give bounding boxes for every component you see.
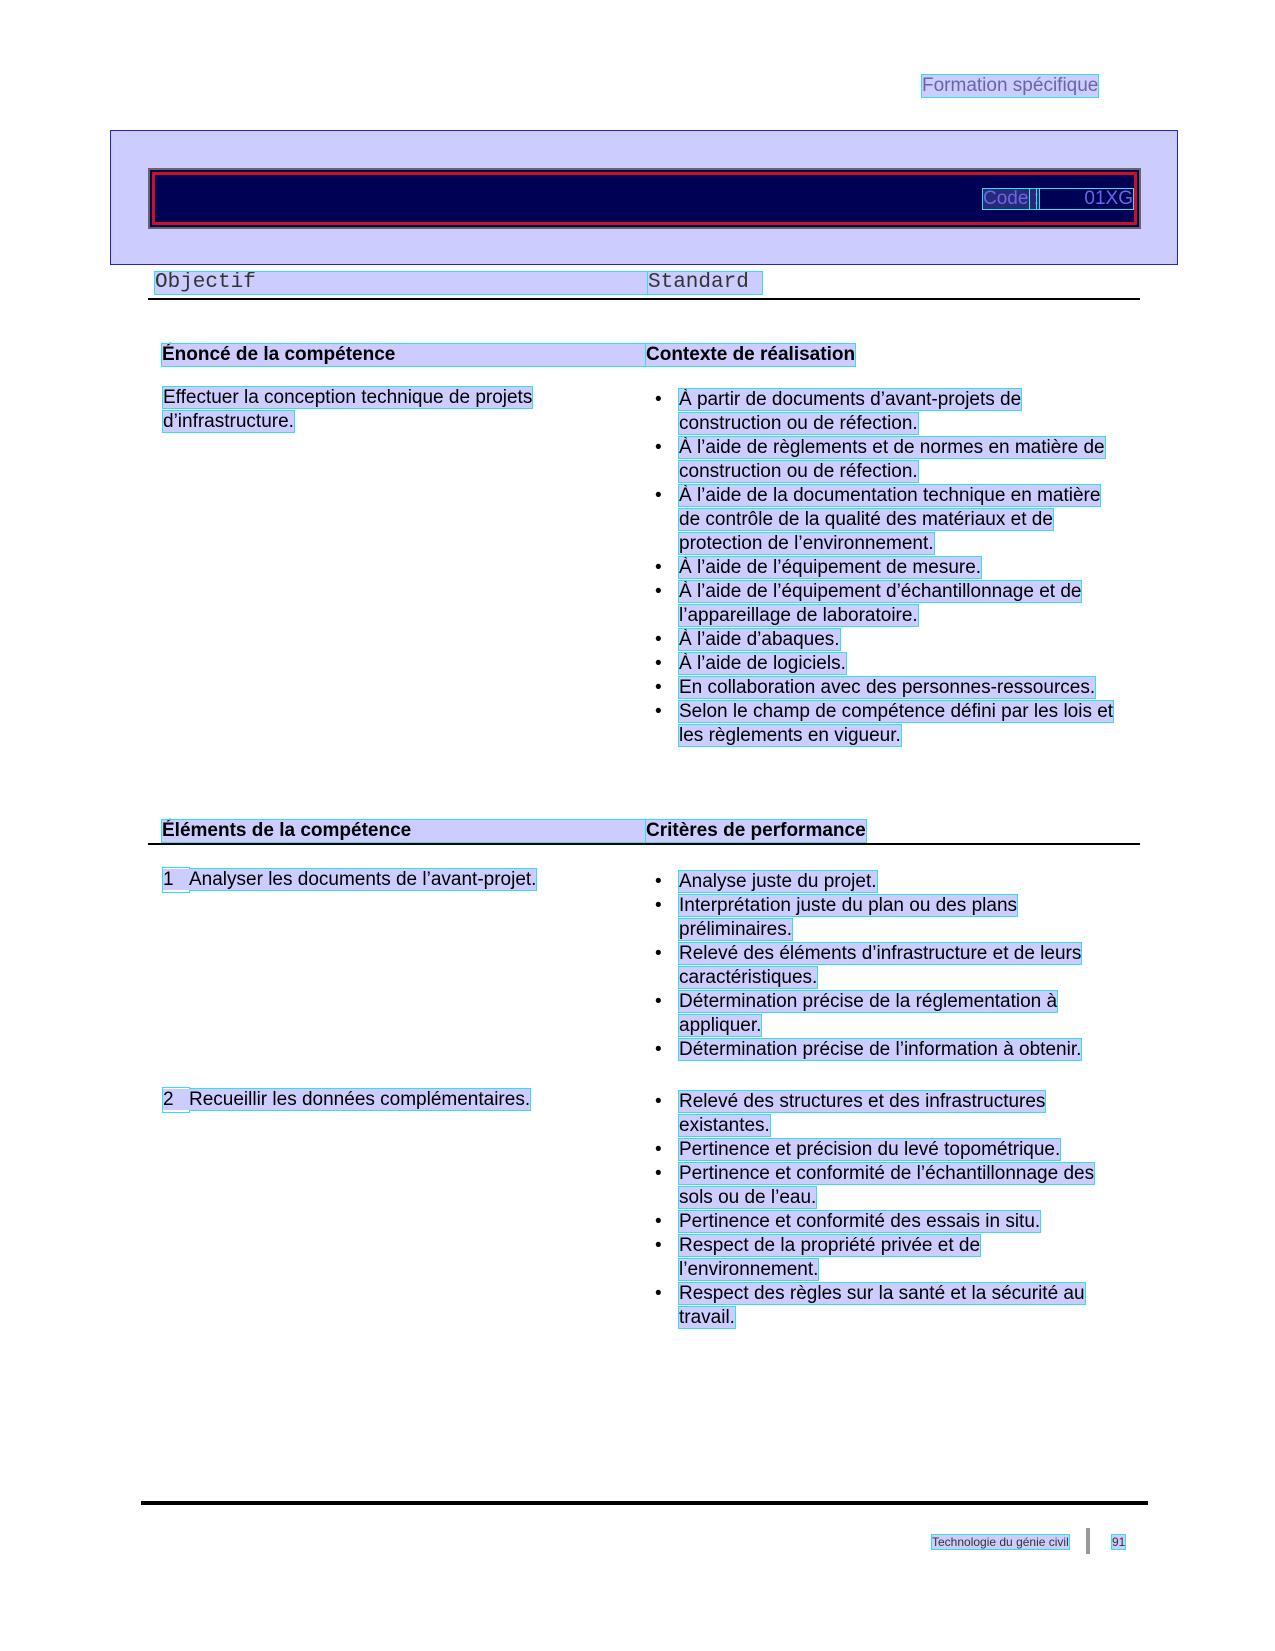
- criteria-item-text: Respect des règles sur la santé et la sécurité au travail.: [679, 1283, 1085, 1328]
- criteria-item-text: Relevé des structures et des infrastructures existantes.: [679, 1091, 1046, 1136]
- criteria-item-text: Respect de la propriété privée et de l’environnement.: [679, 1235, 981, 1280]
- context-header: [646, 344, 855, 366]
- context-list-wrap: [655, 388, 1115, 748]
- criteria-header: [646, 820, 866, 842]
- code-value: 01XG: [1040, 189, 1133, 209]
- elements-rule: [148, 843, 1140, 845]
- criteria-item: [655, 1282, 1115, 1330]
- criteria-list-1-wrap: [655, 870, 1115, 1062]
- element-2-number: 2: [163, 1089, 174, 1110]
- criteria-item-text: Pertinence et conformité de l’échantillonnage des sols ou de l’eau.: [679, 1163, 1095, 1208]
- criteria-item: [655, 870, 1115, 894]
- criteria-item-text: Analyse juste du projet.: [679, 871, 877, 892]
- header-title: Formation spécifique: [922, 75, 1099, 96]
- criteria-item-text: Relevé des éléments d’infrastructure et de leurs caractéristiques.: [679, 943, 1082, 988]
- banner-bar: [148, 168, 1141, 229]
- code-separator: [1030, 189, 1036, 209]
- criteria-header-text: Critères de performance: [646, 820, 866, 841]
- context-item: [655, 556, 1115, 580]
- banner-bar-inner: [152, 172, 1137, 225]
- criteria-list-2-wrap: [655, 1090, 1115, 1330]
- context-item-text: À l’aide de la documentation technique en matière de contrôle de la qualité des matériaux et de protection de l’environnement.: [679, 485, 1101, 554]
- footer-rule: [141, 1501, 1148, 1505]
- element-2-text-wrap: [163, 1089, 530, 1110]
- context-item: [655, 484, 1115, 556]
- context-item-text: À l’aide de règlements et de normes en matière de construction ou de réfection.: [679, 437, 1105, 482]
- criteria-item-text: Pertinence et précision du levé topométrique.: [679, 1139, 1061, 1160]
- context-list: [655, 388, 1115, 748]
- competence-statement-header: [162, 344, 653, 366]
- competence-statement-header-text: Énoncé de la compétence: [162, 344, 396, 365]
- context-item-text: À l’aide de l’équipement de mesure.: [679, 557, 982, 578]
- elements-header: [162, 820, 653, 842]
- context-item-text: À l’aide d’abaques.: [679, 629, 840, 650]
- context-item: [655, 700, 1115, 748]
- criteria-item: [655, 942, 1115, 990]
- context-item-text: À partir de documents d’avant-projets de construction ou de réfection.: [679, 389, 1022, 434]
- context-item-text: À l’aide de l’équipement d’échantillonnage et de l’appareillage de laboratoire.: [679, 581, 1082, 626]
- criteria-item-text: Détermination précise de l’information à obtenir.: [679, 1039, 1082, 1060]
- competence-statement-text: Effectuer la conception technique de projets d’infrastructure.: [163, 387, 533, 432]
- competence-statement: [163, 386, 633, 434]
- criteria-item-text: Détermination précise de la réglementation à appliquer.: [679, 991, 1058, 1036]
- criteria-item: [655, 894, 1115, 942]
- element-2-text: Recueillir les données complémentaires.: [189, 1089, 531, 1110]
- context-item: [655, 628, 1115, 652]
- criteria-list-1: [655, 870, 1115, 1062]
- code-label: Code :: [983, 188, 1039, 209]
- objectif-rule: [148, 298, 1140, 300]
- standard-label: [648, 272, 762, 294]
- context-item-text: À l’aide de logiciels.: [679, 653, 846, 674]
- context-item-text: En collaboration avec des personnes-ressources.: [679, 677, 1096, 698]
- criteria-item-text: Interprétation juste du plan ou des plans préliminaires.: [679, 895, 1018, 940]
- context-item: [655, 652, 1115, 676]
- criteria-list-2: [655, 1090, 1115, 1330]
- element-1-text-wrap: [163, 869, 536, 890]
- page-number: 91: [1112, 1535, 1126, 1549]
- element-1-text: Analyser les documents de l’avant-projet.: [189, 869, 537, 890]
- criteria-item: [655, 1138, 1115, 1162]
- element-1: [163, 868, 653, 892]
- context-item: [655, 436, 1115, 484]
- footer-text: Technologie du génie civil: [932, 1535, 1069, 1549]
- objectif-label-text: Objectif: [155, 271, 256, 294]
- criteria-item: [655, 1210, 1115, 1234]
- standard-label-text: Standard: [648, 271, 749, 294]
- context-item: [655, 580, 1115, 628]
- footer-separator: [1086, 1528, 1090, 1554]
- criteria-item: [655, 1234, 1115, 1282]
- context-header-text: Contexte de réalisation: [646, 344, 856, 365]
- elements-header-text: Éléments de la compétence: [162, 820, 412, 841]
- context-item-text: Selon le champ de compétence défini par les lois et les règlements en vigueur.: [679, 701, 1114, 746]
- context-item: [655, 388, 1115, 436]
- element-2: [163, 1088, 653, 1112]
- criteria-item: [655, 1162, 1115, 1210]
- criteria-item: [655, 990, 1115, 1038]
- criteria-item: [655, 1038, 1115, 1062]
- context-item: [655, 676, 1115, 700]
- criteria-item-text: Pertinence et conformité des essais in situ.: [679, 1211, 1041, 1232]
- criteria-item: [655, 1090, 1115, 1138]
- element-1-number: 1: [163, 869, 174, 890]
